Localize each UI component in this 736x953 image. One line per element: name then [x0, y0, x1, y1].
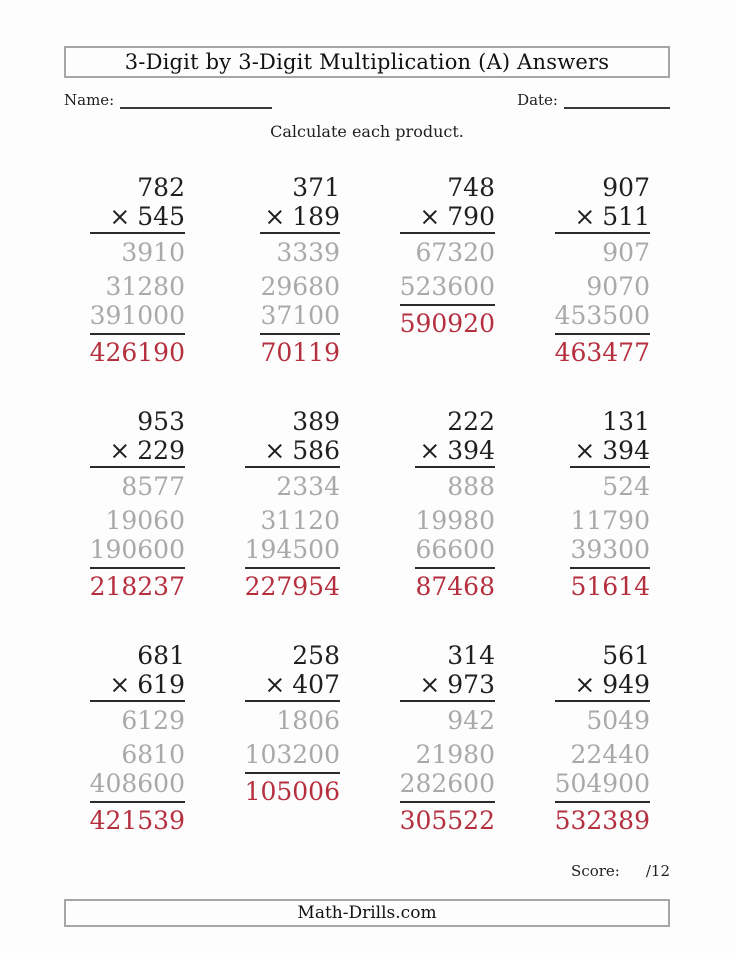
partial-product: 11790	[570, 506, 650, 535]
partial-product: 524	[602, 472, 650, 501]
product-answer: 218237	[90, 567, 185, 601]
multiplier-row	[400, 670, 495, 702]
multiplicand: 748	[447, 173, 495, 202]
partial-product: 31280	[105, 272, 185, 301]
multiply-icon: ×	[574, 202, 596, 231]
problem-cell-3	[346, 173, 501, 367]
partial-product: 2334	[276, 472, 340, 501]
score-row	[64, 862, 670, 880]
multiply-icon: ×	[419, 670, 441, 699]
multiplication-problem-9	[90, 641, 185, 835]
multiplicand: 222	[447, 407, 495, 436]
multiply-icon: ×	[109, 670, 131, 699]
partial-product: 504900	[554, 769, 650, 798]
footer-box	[64, 899, 670, 927]
problem-cell-4	[501, 173, 656, 367]
partial-product: 888	[447, 472, 495, 501]
multiplication-problem-10	[245, 641, 340, 806]
score-label: Score:	[571, 862, 620, 880]
multiplier: 394	[602, 436, 650, 465]
multiplicand: 131	[602, 407, 650, 436]
multiplication-problem-12	[555, 641, 650, 835]
problem-cell-8	[501, 407, 656, 601]
multiplier-row	[90, 436, 185, 468]
multiply-icon: ×	[109, 436, 131, 465]
partial-product: 3339	[276, 238, 340, 267]
partial-product: 67320	[415, 238, 495, 267]
multiplier-row	[90, 670, 185, 702]
multiply-icon: ×	[264, 670, 286, 699]
problem-cell-11	[346, 641, 501, 835]
problem-cell-5	[36, 407, 191, 601]
name-label: Name:	[64, 91, 115, 109]
multiplication-problem-7	[415, 407, 495, 601]
partial-product: 5049	[586, 706, 650, 735]
multiplicand: 681	[137, 641, 185, 670]
partial-product: 22440	[570, 740, 650, 769]
page-title: 3-Digit by 3-Digit Multiplication (A) Answers	[124, 50, 610, 74]
partial-product: 6810	[121, 740, 185, 769]
partial-product: 19060	[105, 506, 185, 535]
instruction-text: Calculate each product.	[270, 122, 464, 141]
product-answer: 421539	[90, 801, 185, 835]
partial-product: 21980	[415, 740, 495, 769]
multiply-icon: ×	[264, 202, 286, 231]
name-date-row	[64, 91, 670, 109]
multiplier: 586	[292, 436, 340, 465]
multiplicand: 953	[137, 407, 185, 436]
problem-cell-1	[36, 173, 191, 367]
multiplication-problem-2	[260, 173, 340, 367]
partial-product: 3910	[121, 238, 185, 267]
multiplier: 545	[137, 202, 185, 231]
partial-product: 942	[447, 706, 495, 735]
multiplication-problem-1	[90, 173, 185, 367]
product-answer: 532389	[555, 801, 650, 835]
partial-product: 282600	[399, 769, 495, 798]
multiplier: 973	[447, 670, 495, 699]
partial-product: 6129	[121, 706, 185, 735]
product-answer: 305522	[400, 801, 495, 835]
multiplicand: 561	[602, 641, 650, 670]
multiplier-row	[90, 202, 185, 234]
partial-product: 1806	[276, 706, 340, 735]
problem-cell-6	[191, 407, 346, 601]
product-answer: 426190	[90, 333, 185, 367]
partial-product: 19980	[415, 506, 495, 535]
multiplicand: 782	[137, 173, 185, 202]
multiplier-row	[245, 670, 340, 702]
multiplier: 394	[447, 436, 495, 465]
product-answer: 70119	[260, 333, 340, 367]
partial-product: 9070	[586, 272, 650, 301]
multiplier-row	[555, 202, 650, 234]
score-total: /12	[645, 862, 670, 880]
product-answer: 590920	[400, 304, 495, 338]
partial-product: 103200	[244, 740, 340, 769]
partial-product: 194500	[244, 535, 340, 564]
multiplier-row	[260, 202, 340, 234]
multiplier: 949	[602, 670, 650, 699]
problem-cell-12	[501, 641, 656, 835]
partial-product: 190600	[89, 535, 185, 564]
multiplier-row	[415, 436, 495, 468]
multiplication-problem-5	[90, 407, 185, 601]
multiply-icon: ×	[419, 202, 441, 231]
multiplier: 790	[447, 202, 495, 231]
product-answer: 463477	[555, 333, 650, 367]
multiplier-row	[245, 436, 340, 468]
partial-product: 391000	[89, 301, 185, 330]
partial-product: 29680	[260, 272, 340, 301]
problem-cell-2	[191, 173, 346, 367]
partial-product: 39300	[570, 535, 650, 564]
multiplicand: 258	[292, 641, 340, 670]
date-label: Date:	[517, 91, 558, 109]
multiplication-problem-4	[555, 173, 650, 367]
multiply-icon: ×	[574, 436, 596, 465]
multiplicand: 389	[292, 407, 340, 436]
footer-brand: Math-Drills.com	[297, 903, 437, 923]
multiplication-problem-11	[400, 641, 495, 835]
partial-product: 8577	[121, 472, 185, 501]
product-answer: 227954	[245, 567, 340, 601]
multiplier: 511	[602, 202, 650, 231]
problems-grid	[36, 173, 656, 835]
multiplier-row	[555, 670, 650, 702]
date-field-line	[564, 93, 670, 109]
multiplication-problem-8	[570, 407, 650, 601]
product-answer: 105006	[245, 772, 340, 806]
multiply-icon: ×	[109, 202, 131, 231]
product-answer: 51614	[570, 567, 650, 601]
multiplicand: 371	[292, 173, 340, 202]
name-field-line	[120, 93, 272, 109]
multiplicand: 314	[447, 641, 495, 670]
multiplication-problem-6	[245, 407, 340, 601]
multiplier: 407	[292, 670, 340, 699]
multiply-icon: ×	[264, 436, 286, 465]
date-field	[517, 91, 670, 109]
multiplier-row	[570, 436, 650, 468]
worksheet-title-box	[64, 46, 670, 78]
multiplier: 229	[137, 436, 185, 465]
name-field	[64, 91, 272, 109]
multiplicand: 907	[602, 173, 650, 202]
partial-product: 453500	[554, 301, 650, 330]
problem-cell-10	[191, 641, 346, 835]
multiplier-row	[400, 202, 495, 234]
product-answer: 87468	[415, 567, 495, 601]
partial-product: 66600	[415, 535, 495, 564]
partial-product: 37100	[260, 301, 340, 330]
multiplier: 619	[137, 670, 185, 699]
multiplication-problem-3	[400, 173, 495, 338]
problem-cell-7	[346, 407, 501, 601]
problem-cell-9	[36, 641, 191, 835]
multiplier: 189	[292, 202, 340, 231]
partial-product: 523600	[399, 272, 495, 301]
partial-product: 31120	[260, 506, 340, 535]
partial-product: 907	[602, 238, 650, 267]
multiply-icon: ×	[419, 436, 441, 465]
partial-product: 408600	[89, 769, 185, 798]
multiply-icon: ×	[574, 670, 596, 699]
